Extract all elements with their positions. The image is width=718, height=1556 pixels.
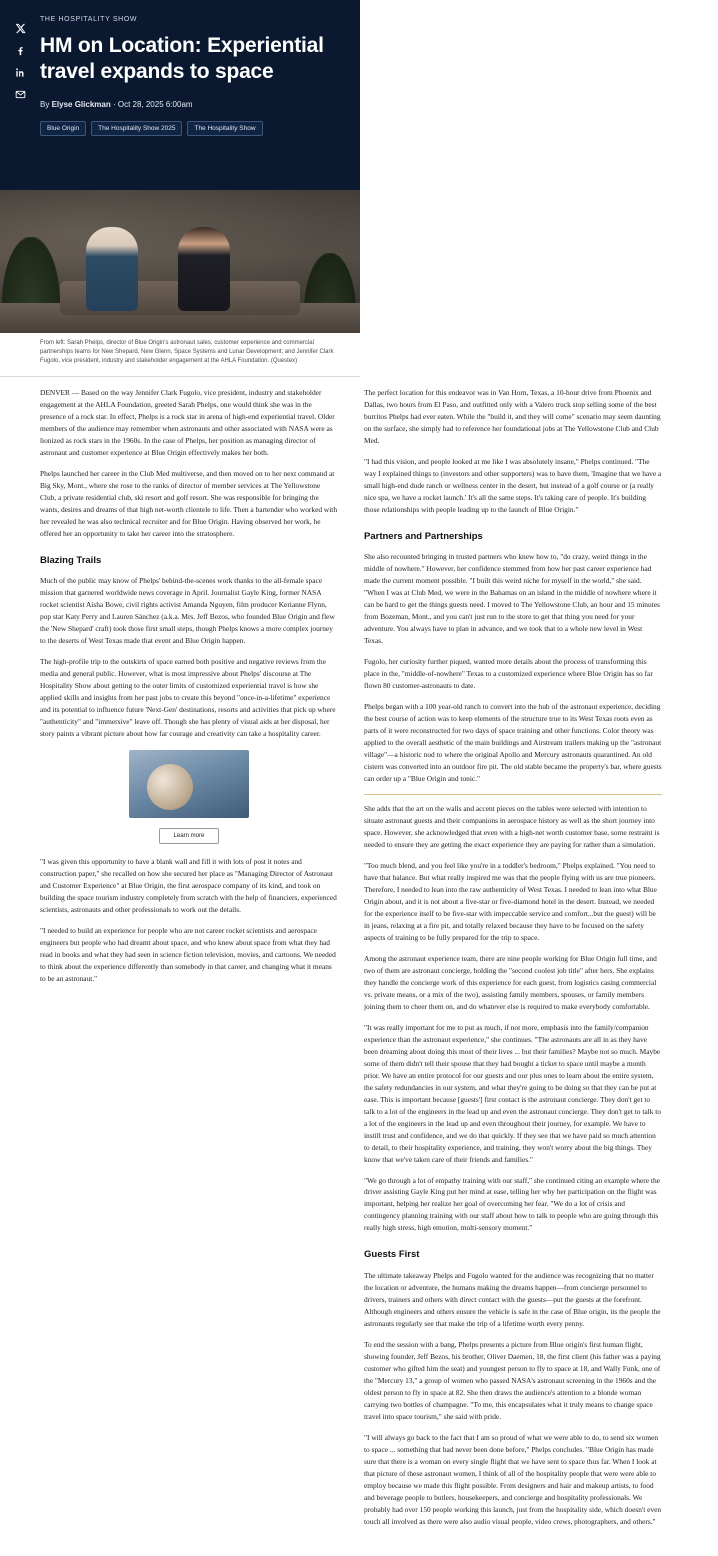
paragraph: She adds that the art on the walls and accent pieces on the tables were selected with intention to situate astronaut guests and their companions in aerospace history as well as the short journey into space. However, she acknowledged that even with a high-net worth customer base, some restraint is needed to ensure they are getting the exact experience they are paying for rather than a simulation. [364,803,660,849]
divider [364,794,662,795]
paragraph: Phelps began with a 100 year-old ranch to convert into the hub of the astronaut experience, deciding the best course of action was to keep elements of the structure true to its West Texas roots even as parts of it were reconstructed for two days of space training and other functions. Color theory was applied to the overall aesthetic of the main buildings and Airstream trailers making up the "astronaut village"—a historic nod to where the original Apollo and Mercury astronauts quarantined. An old cistern was converted into an outdoor fire pit. The old stable became the property's bar, where guests can order up a "Blue Origin and tonic." [364,702,662,783]
hero-photo-block [0,190,360,377]
hero-kicker: THE HOSPITALITY SHOW [40,16,138,23]
byline-prefix: By [40,100,50,110]
photo-speaker-right [178,227,230,311]
paragraph: Among the astronaut experience team, there are nine people working for Blue Origin full time, and two of them are astronaut concierge, holding the "second coolest job title" after hers. She explains they handle the concierge work of this experience for each guest, from logistics casing commercial vs. private means, or a mix of the two), assisting family members, spouses, or family members joining them to cheer them on, and do whatever else is required to make everybody comfortable. [364,953,657,1011]
hero-photo [0,190,360,333]
email-icon[interactable] [14,88,27,101]
section-heading-guests-first: Guests First [364,1249,420,1261]
linkedin-icon[interactable] [14,66,27,79]
paragraph: The ultimate takeaway Phelps and Fugolo wanted for the audience was recognizing that no matter the location or adventure, the humans making the dreams happen—from concierge personnel to drivers, trainers and others with direct contact with the guests—put the guests at the forefront. Although engineers and others ensure the vehicle is safe in the case of Blue origin, its the people the astronauts regularly see that make the trip of a lifetime worth every penny. [364,1270,661,1328]
article-column-right [364,387,662,1536]
x-twitter-icon[interactable] [14,22,27,35]
paragraph: The perfect location for this endeavor was in Van Horn, Texas, a 10-hour drive from Phoenix and Dallas, two hours from El Paso, and outfitted only with a Valero truck stop selling some of the best burritos Phelps had ever eaten. While the "build it, and they will come" scenario may seem daunting on the surface, she simply had to reference her foundational jobs at The Yellowstone Club and Club Med. [364,388,661,445]
paragraph: Fugolo, her curiosity further piqued, wanted more details about the process of transforming this place in the, "middle-of-nowhere" Texas to a customized experience where Blue Origin has so far flown 80 customer-astronauts to date. [364,657,653,691]
learn-more-button[interactable]: Learn more [159,828,220,844]
facebook-icon[interactable] [14,44,27,57]
inline-promo[interactable] [40,750,338,844]
article-hero [0,0,360,190]
paragraph: "Too much blend, and you feel like you're in a toddler's bedroom," Phelps explained. "You need to have that balance. But what really inspired me was that the people flying with us are true pioneers. Therefore, I needed to lean into the raw authenticity of West Texas. I needed to lean into what Blue Origin about, and it is not about a five-star or five-diamond hotel in the desert. Instead, we needed for the experience itself to be five-star with impeccable service and comfort...but the guest) will be in jeans, relaxing at a fire pit, and totally relaxed because they have to be focused on the safety aspects of training to be fully prepared for the trip to space. [364,860,657,942]
paragraph: The high-profile trip to the outskirts of space earned both positive and negative reviews from the media and general public. However, what is most impressive about Phelps' discourse at The Hospitality Show about getting to the outer limits of customized experiential travel is how she applied skills and insights from her past jobs to create this beyond "once-in-a-lifetime" experience and its potential to influence future 'Next-Gen' destinations, resorts and activities that pick up where "authenticity" and "immersive" leave off. Though she has plenty of visual aids at her disposal, her story paints a vibrant picture about how far courage and creativity can take a hospitality career. [40,657,336,738]
section-heading-partners-and-partnerships: Partners and Partnerships [364,530,483,542]
tag-hospitality-show[interactable]: The Hospitality Show [187,121,262,136]
social-share-rail[interactable] [10,22,30,101]
paragraph: Phelps launched her career in the Club Med multiverse, and then moved on to her next command at Big Sky, Mont., where she rose to the ranks of director of member services at The Yellowstone Club, a private residential club, ski resort and golf resort. She was responsible for bringing the wants, desires and dreams of that high net-worth clientele to life. Then a bartender who worked with her revealed he was also technical recruiter and for Blue Origin. Having observed her work, he offered her an opportunity to take her career into the stratosphere. [40,468,338,538]
byline-author[interactable]: Elyse Glickman [51,100,111,110]
tag-hospitality-show-2025[interactable]: The Hospitality Show 2025 [91,121,182,136]
photo-caption: From left: Sarah Phelps, director of Blue Origin's astronaut sales, customer experience and commercial partnerships teams for New Shepard, New Glenn, Space Systems and Lunar Development; and Jennifer Clark Fugolo, vice president, industry and stakeholder engagement at the AHLA Foundation. (Questex) [0,333,360,377]
paragraph: "I will always go back to the fact that I am so proud of what we were able to do, to send six women to space ... something that had never been done before," Phelps concludes. "Blue Origin has made sure that there is a woman on every single flight that we have sent to space thus far. When I look at that picture of these astronaut women, I think of all of the hospitality people that were were able to employ because we made this flight possible. From designers and hair and makeup artists, to food and beverage people to butlers, housekeepers, and concierge and hospitality professionals. We probably had over 150 people working this launch, just from the hospitality side, which doesn't even touch all involved as there were also audio visual people, video crews, photographers, and others." [364,1432,662,1526]
paragraph: "I needed to build an experience for people who are not career rocket scientists and aerospace engineers but people who had dreamt about space, and who knew about space from what they had read in books and what they had seen in science fiction television, movies, and cartoons. We needed to think about the experience differently than somebody in that career, and changing what it means to be an astronaut." [40,925,336,983]
tag-list [40,121,338,136]
page-title: HM on Location: Experiential travel expands to space [40,34,324,83]
paragraph: She also recounted bringing in trusted partners who knew how to, "do crazy, weird things in the middle of nowhere." However, her confidence stemmed from how her past career experience had made the current moment possible. "I built this weird niche for myself in the world," she said. "When I was at Club Med, we were in the Bahamas on an island in the middle of nowhere where it can be hard to get the things guests need. I moved to The Yellowstone Club, an hour and 15 minutes from Bozeman, Mont., and you can't just run to the store to get that thing you need for your adventure. You always have to plan in advance, and we took that to a whole new level in West Texas. [364,552,660,646]
paragraph: "I had this vision, and people looked at me like I was absolutely insane," Phelps continued. "The way I explained things to (investors and other supporters) was to have them, 'Imagine that we have a small high-end dude ranch or wellness center in the desert, but instead of a golf course or (a really nice spa, we have a rocket launch.' It's all the same steps. It's taking care of people. It's building those relationships with people leading up to the launch of Blue Origin." [364,456,662,514]
byline: By Elyse Glickman · Oct 28, 2025 6:00am [40,100,193,110]
paragraph: DENVER — Based on the way Jennifer Clark Fugolo, vice president, industry and stakeholder engagement at the AHLA Foundation, greeted Sarah Phelps, one would think she was in the presence of a rock star. In effect, Phelps is a rock star in arena of high-end experiential travel. Older members of the audience may remember when astronauts and other associated with NASA were as lionized as rock stars in the 1960s. In the case of Phelps, her position as managing director of astronaut and customer experience at Blue Origin effectively makes her both. [40,388,335,457]
tag-blue-origin[interactable]: Blue Origin [40,121,86,136]
paragraph: "We go through a lot of empathy training with our staff," she continued citing an example where the driver assisting Gayle King put her mind at ease, telling her why her participation on the flight was important, helping her realize her goal of overcoming her fear. "We do a lot of crisis and contingency planning training with our staff about how to talk to people who are going through this really high stress, high emotion, multi-sensory moment." [364,1175,660,1233]
article-column-left [40,387,338,994]
paragraph: "I was given this opportunity to have a blank wall and fill it with lots of post it notes and construction paper," she recalled on how she secured her place as "Managing Director of Astronaut and Customer Experience" at Blue Origin, the first aerospace company of its kind, and took on building the space tourism industry completely from scratch with the help of financiers, experienced scientists, astronauts and other professionals to work out the details. [40,856,337,914]
promo-image [129,750,249,818]
byline-date: Oct 28, 2025 6:00am [117,100,193,110]
paragraph: Much of the public may know of Phelps' behind-the-scenes work thanks to the all-female space mission that garnered worldwide news coverage in April. Journalist Gayle King, former NASA rocket scientist Aisha Bowe, civil rights activist Amanda Nguyen, film producer Kerianne Flynn, pop star Katy Perry and Lauren Sánchez (a.k.a. Mrs. Jeff Bezos, who founded Blue Origin and flew the 'New Shepard' craft) took those first small steps, though Phelps knows a more complex journey to the deserts of West Texas made that event and Blue Origin happen. [40,576,335,646]
paragraph: To end the session with a bang, Phelps presents a picture from Blue origin's first human flight, showing founder, Jeff Bezos, his brother, Oliver Daemen, 18, the first client (his father was a paying customer who gifted him the seat) and youngest person to fly to space at 18, and Wally Funk, one of the "Mercury 13," a group of women who passed NASA's astronaut screening in the 1960s and the oldest person to fly in space at 82. She then draws the audience's attention to a blonde woman carrying two bottles of champagne. "To me, this encapsulates what it truly means to change space travel into space tourism," she said with pride. [364,1339,661,1421]
photo-speaker-left [86,227,138,311]
article-columns [0,377,718,1556]
paragraph: "It was really important for me to put as much, if not more, emphasis into the family/companion experience than the astronaut experience," she continues. "The astronauts are all in as they have been dreaming about doing this most of their lives ... but their families? Maybe not so much. Maybe some of them didn't tell their spouse that they had bought a ticket to space until maybe a month prior. We have an entire protocol for our guests and our plus ones to learn about the entire system, the safety redundancies in our system, and what they're going to be doing so that they can be put at ease. This is important because [guests'] first contact is the astronaut concierge. They don't get to talk to a lot of the engineers in the lead up and even the astronaut concierge. They don't get to talk to a lot of the engineers in the lead up and even throughout their journey, for example. We have to instill trust and confidence, and we do that quickly. If they see that we have paid so much attention to detail, to their hospitality experience, and training, they won't worry about the big things. They know that we've taken care of their friends and families." [364,1022,662,1164]
section-heading-blazing-trails: Blazing Trails [40,554,102,566]
